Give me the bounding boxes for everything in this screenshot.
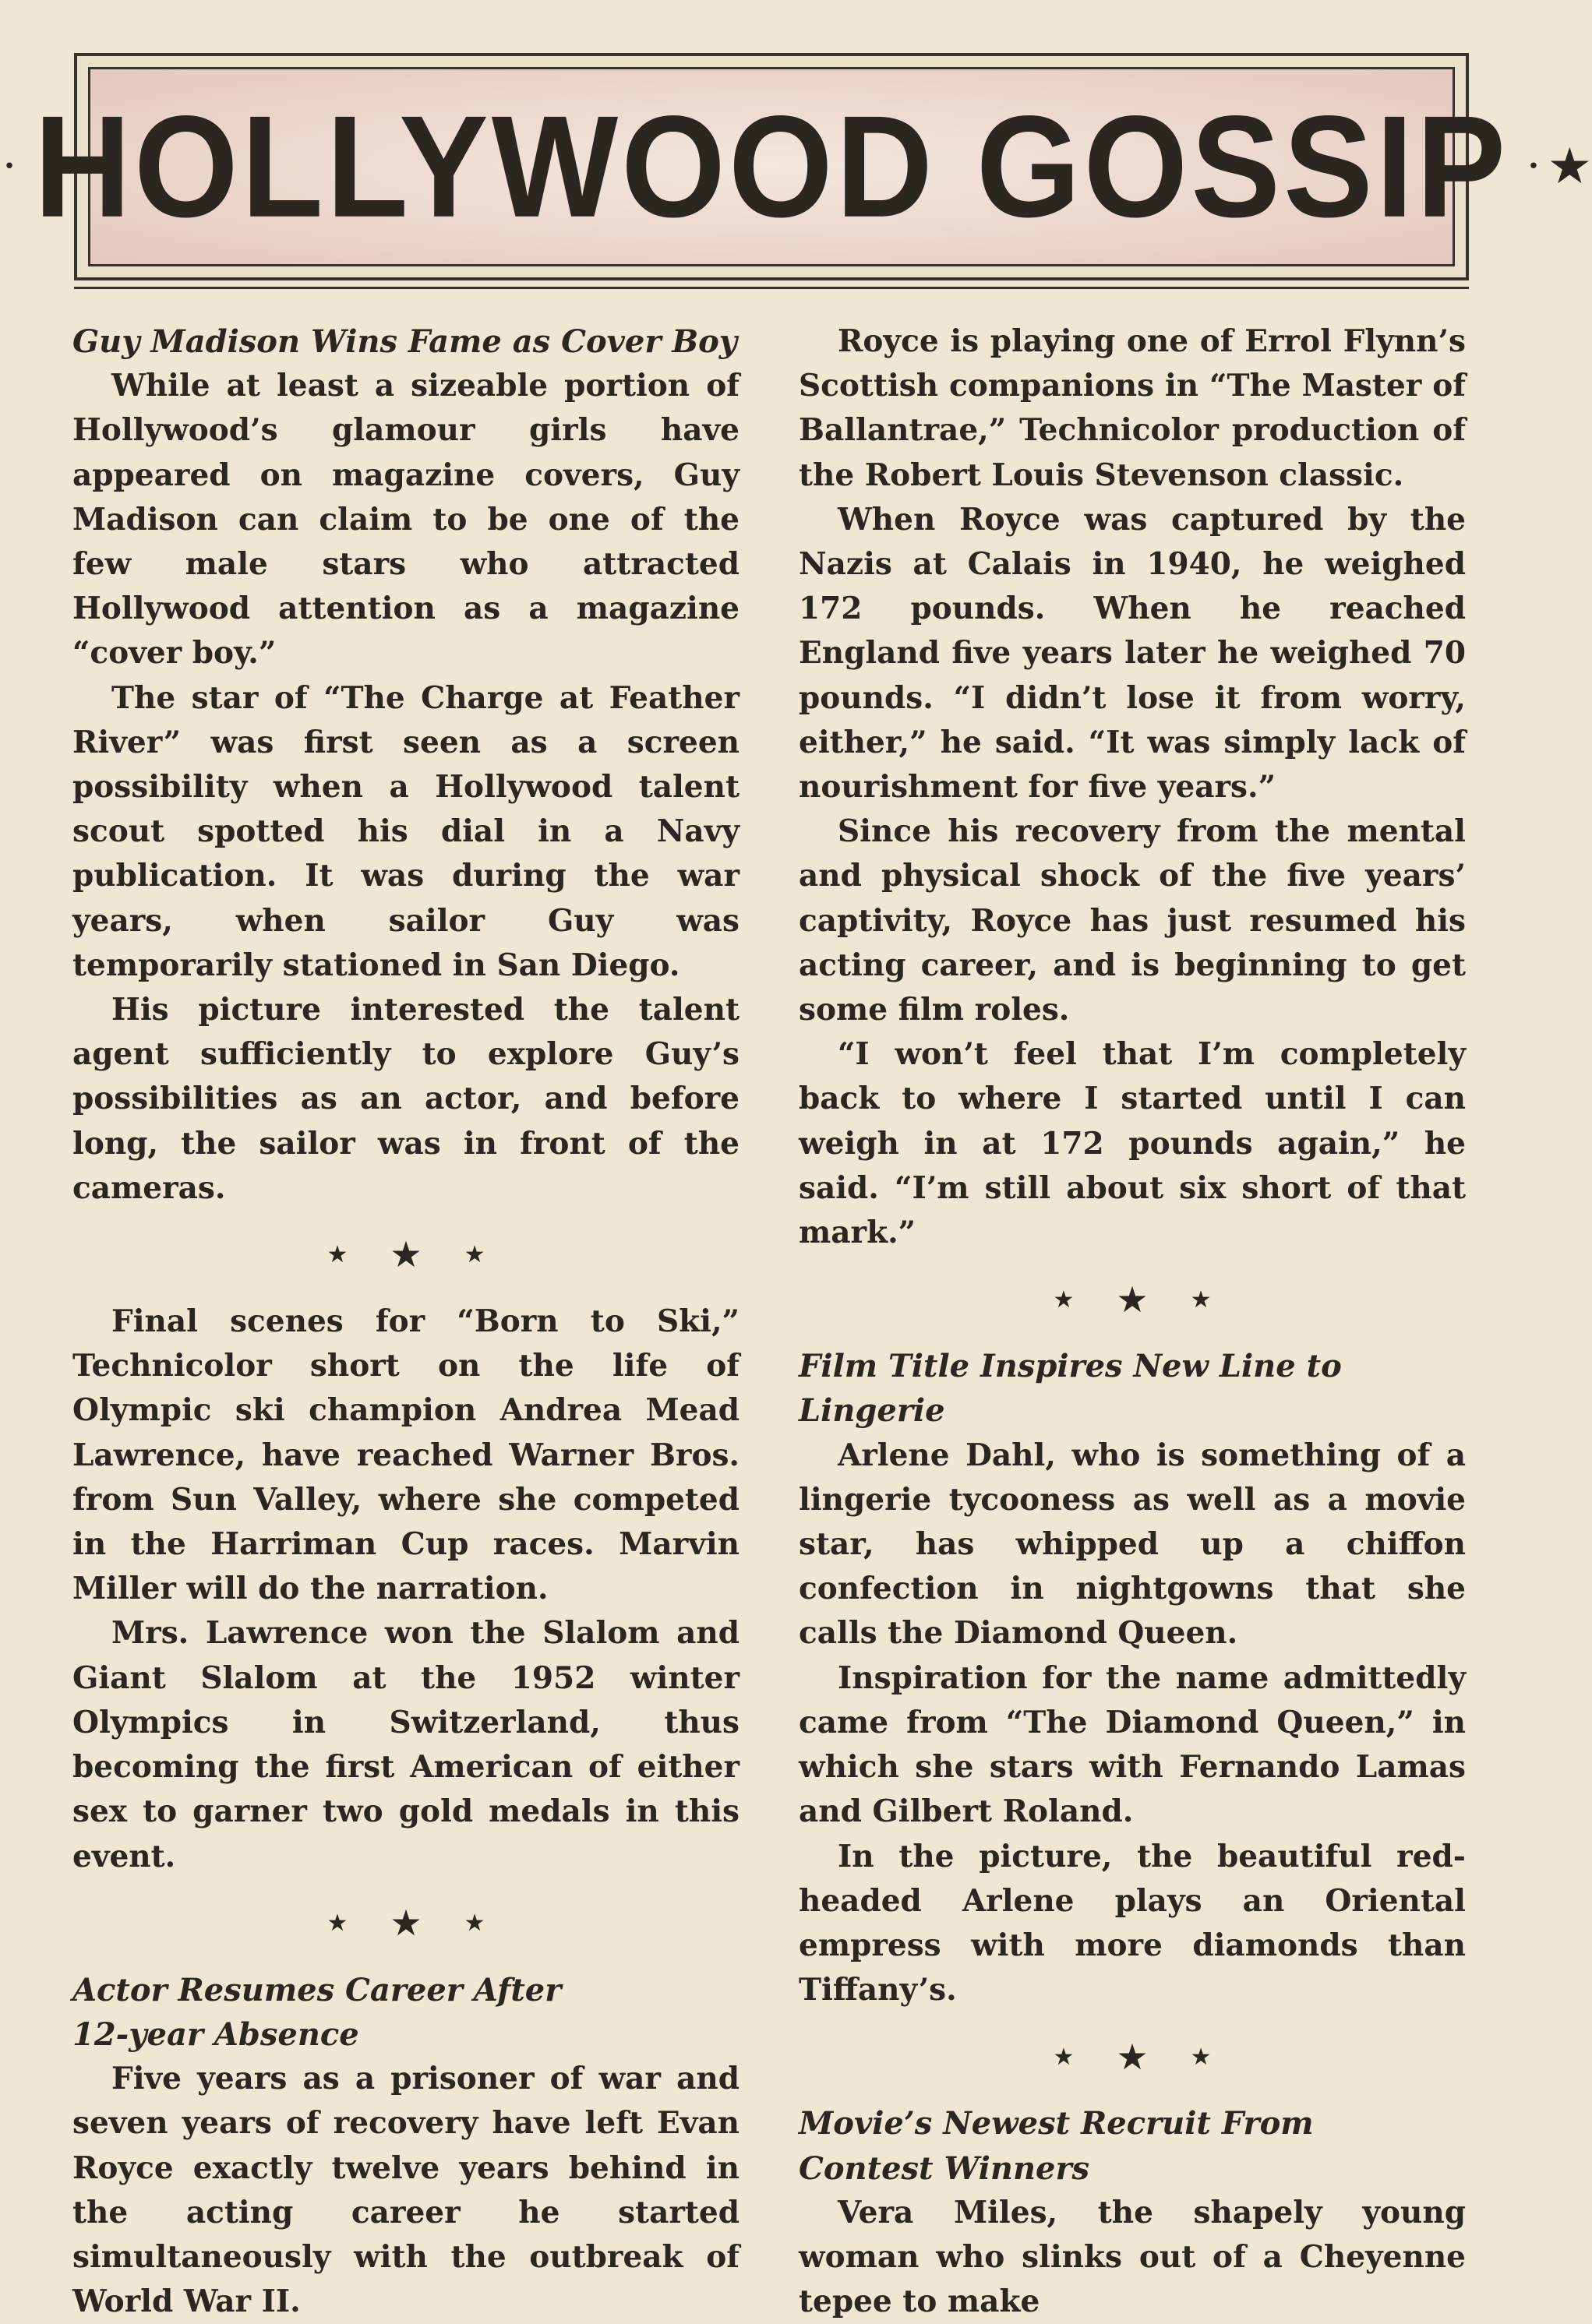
paragraph: “I won’t feel that I’m completely back to where I started until I can weigh in at 172 pounds again,” he said. “I’m still about six short of that mark.” <box>799 1036 1466 1251</box>
headline-line: 12-year Absence <box>72 2015 359 2053</box>
paragraph: Five years as a prisoner of war and seven years of recovery have left Evan Royce exactly twelve years behind in the acting career he started simultaneously with the outbreak of World War II. <box>72 2061 740 2320</box>
small-star-icon: ★ <box>1190 2043 1212 2071</box>
paragraph: Final scenes for “Born to Ski,” Technicolor short on the life of Olympic ski champion Andrea Mead Lawrence, have reached Warner Bros. from Sun Valley, where she competed in the Harriman Cup races. Marvin Miller will do the narration. <box>72 1303 740 1607</box>
big-star-icon: ★ <box>1116 1278 1149 1321</box>
small-star-icon: ★ <box>1053 1285 1075 1314</box>
dot-icon: • <box>3 155 16 178</box>
star-divider <box>799 2012 1466 2101</box>
paragraph: Inspiration for the name admittedly came from “The Diamond Queen,” in which she stars with Fernando Lamas and Gilbert Roland. <box>799 1659 1466 1830</box>
paragraph: Mrs. Lawrence won the Slalom and Giant Slalom at the 1952 winter Olympics in Switzerland, thus becoming the first American of either sex to garner two gold medals in this event. <box>72 1615 740 1874</box>
headline-line: Movie’s Newest Recruit From <box>799 2105 1314 2142</box>
masthead-panel <box>3 67 1592 266</box>
paragraph: Arlene Dahl, who is something of a lingerie tycooness as well as a movie star, has whipped up a chiffon confection in nightgowns that she calls the Diamond Queen. <box>799 1437 1466 1652</box>
star-divider <box>799 1255 1466 1344</box>
paragraph: The star of “The Charge at Feather River” was first seen as a screen possibility when a Hollywood talent scout spotted his dial in a Navy publication. It was during the war years, when sailor Guy was temporarily stationed in San Diego. <box>72 679 740 983</box>
star-divider <box>72 1879 740 1968</box>
page-title: HOLLYWOOD GOSSIP <box>34 86 1509 248</box>
small-star-icon: ★ <box>464 1241 485 1269</box>
headline-film-title: Film Title Inspires New Line to Lingerie <box>799 1348 1342 1430</box>
paragraph: While at least a sizeable portion of Hollywood’s glamour girls have appeared on magazine covers, Guy Madison can claim to be one of the few male stars who attracted Hollywood attention as a magazine “cover boy.” <box>72 368 740 672</box>
masthead-rule <box>74 287 1469 289</box>
big-star-icon: ★ <box>390 1902 422 1945</box>
small-star-icon: ★ <box>1053 2043 1075 2071</box>
left-column <box>72 319 740 2324</box>
star-icon: ★ <box>1547 138 1592 196</box>
paragraph: Royce is playing one of Errol Flynn’s Scottish companions in “The Master of Ballantrae,” Technicolor production of the Robert Louis Stevenson classic. <box>799 323 1466 493</box>
masthead-frame <box>3 53 1592 280</box>
small-star-icon: ★ <box>1190 1285 1212 1314</box>
star-divider <box>72 1211 740 1300</box>
small-star-icon: ★ <box>327 1241 348 1269</box>
headline-movies-newest <box>799 2101 1466 2190</box>
paragraph: In the picture, the beautiful red-headed Arlene plays an Oriental empress with more diamonds than Tiffany’s. <box>799 1838 1466 2008</box>
masthead-title-row <box>3 69 1592 264</box>
headline-guy-madison: Guy Madison Wins Fame as Cover Boy <box>72 323 738 360</box>
paragraph: Vera Miles, the shapely young woman who slinks out of a Cheyenne tepee to make <box>799 2194 1466 2320</box>
headline-line: Actor Resumes Career After <box>72 1971 562 2008</box>
right-column <box>799 319 1466 2324</box>
big-star-icon: ★ <box>1116 2035 1149 2078</box>
paragraph: His picture interested the talent agent sufficiently to explore Guy’s possibilities as an actor, and before long, the sailor was in front of the cameras. <box>72 992 740 1206</box>
paragraph: When Royce was captured by the Nazis at Calais in 1940, he weighed 172 pounds. When he reached England five years later he weighed 70 pounds. “I didn’t lose it from worry, either,” he said. “It was simply lack of nourishment for five years.” <box>799 501 1466 806</box>
small-star-icon: ★ <box>327 1910 348 1938</box>
headline-actor-resumes <box>72 1968 740 2057</box>
headline-line: Contest Winners <box>799 2149 1090 2187</box>
small-star-icon: ★ <box>464 1910 485 1938</box>
paragraph: Since his recovery from the mental and physical shock of the five years’ captivity, Royce has just resumed his acting career, and is beginning to get some film roles. <box>799 813 1466 1028</box>
dot-icon: • <box>1527 155 1540 178</box>
big-star-icon: ★ <box>390 1233 422 1276</box>
